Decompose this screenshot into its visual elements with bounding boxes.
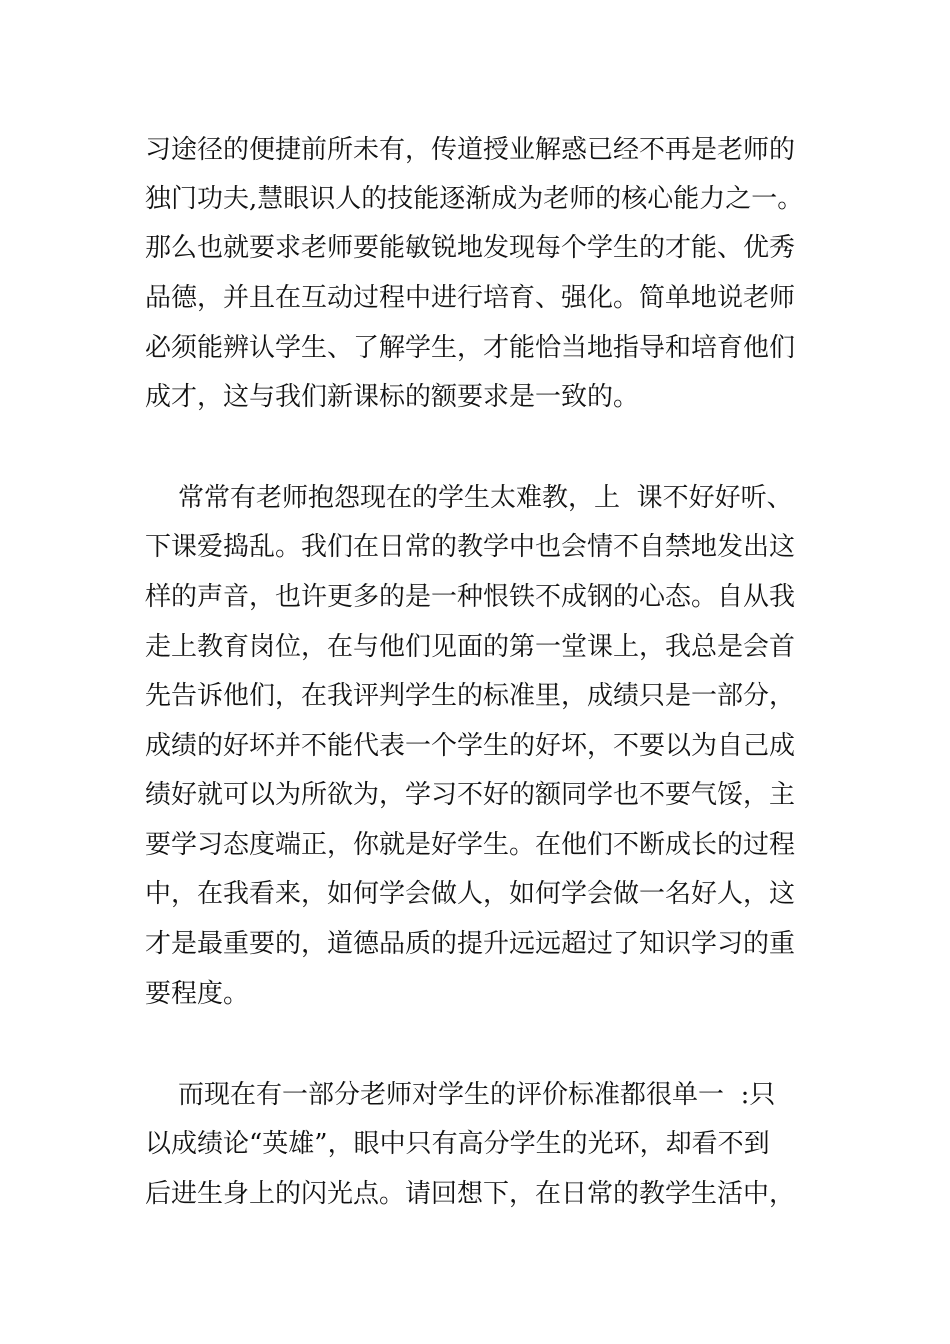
text-line: 成才，这与我们新课标的额要求是一致的。	[145, 382, 640, 412]
text-line: 走上教育岗位，在与他们见面的第一堂课上，我总是会首	[145, 632, 796, 662]
text-line: 常常有老师抱怨现在的学生太难教，上 课不好好听、	[145, 483, 793, 513]
text-line: 绩好就可以为所欲为，学习不好的额同学也不要气馁，主	[145, 780, 796, 810]
text-line: 后进生身上的闪光点。请回想下，在日常的教学生活中，	[145, 1179, 796, 1209]
text-line: 必须能辨认学生、了解学生，才能恰当地指导和培育他们	[145, 333, 796, 363]
text-line: 以成绩论“英雄”，眼中只有高分学生的光环，却看不到	[145, 1129, 770, 1159]
text-line: 才是最重要的，道德品质的提升远远超过了知识学习的重	[145, 929, 796, 959]
text-line: 独门功夫,慧眼识人的技能逐渐成为老师的核心能力之一。	[145, 184, 804, 214]
text-line: 要学习态度端正，你就是好学生。在他们不断成长的过程	[145, 830, 796, 860]
text-line: 先告诉他们，在我评判学生的标准里，成绩只是一部分，	[145, 681, 796, 711]
text-line: 品德，并且在互动过程中进行培育、强化。简单地说老师	[145, 283, 796, 313]
text-line: 下课爱捣乱。我们在日常的教学中也会情不自禁地发出这	[145, 532, 796, 562]
text-line: 习途径的便捷前所未有，传道授业解惑已经不再是老师的	[145, 135, 796, 165]
text-line: 中，在我看来，如何学会做人，如何学会做一名好人，这	[145, 879, 796, 909]
text-line: 成绩的好坏并不能代表一个学生的好坏，不要以为自己成	[145, 731, 796, 761]
text-line: 要程度。	[145, 979, 250, 1009]
text-line: 而现在有一部分老师对学生的评价标准都很单一 :只	[145, 1080, 776, 1110]
text-line: 那么也就要求老师要能敏锐地发现每个学生的才能、优秀	[145, 233, 796, 263]
text-line: 样的声音，也许更多的是一种恨铁不成钢的心态。自从我	[145, 582, 796, 612]
